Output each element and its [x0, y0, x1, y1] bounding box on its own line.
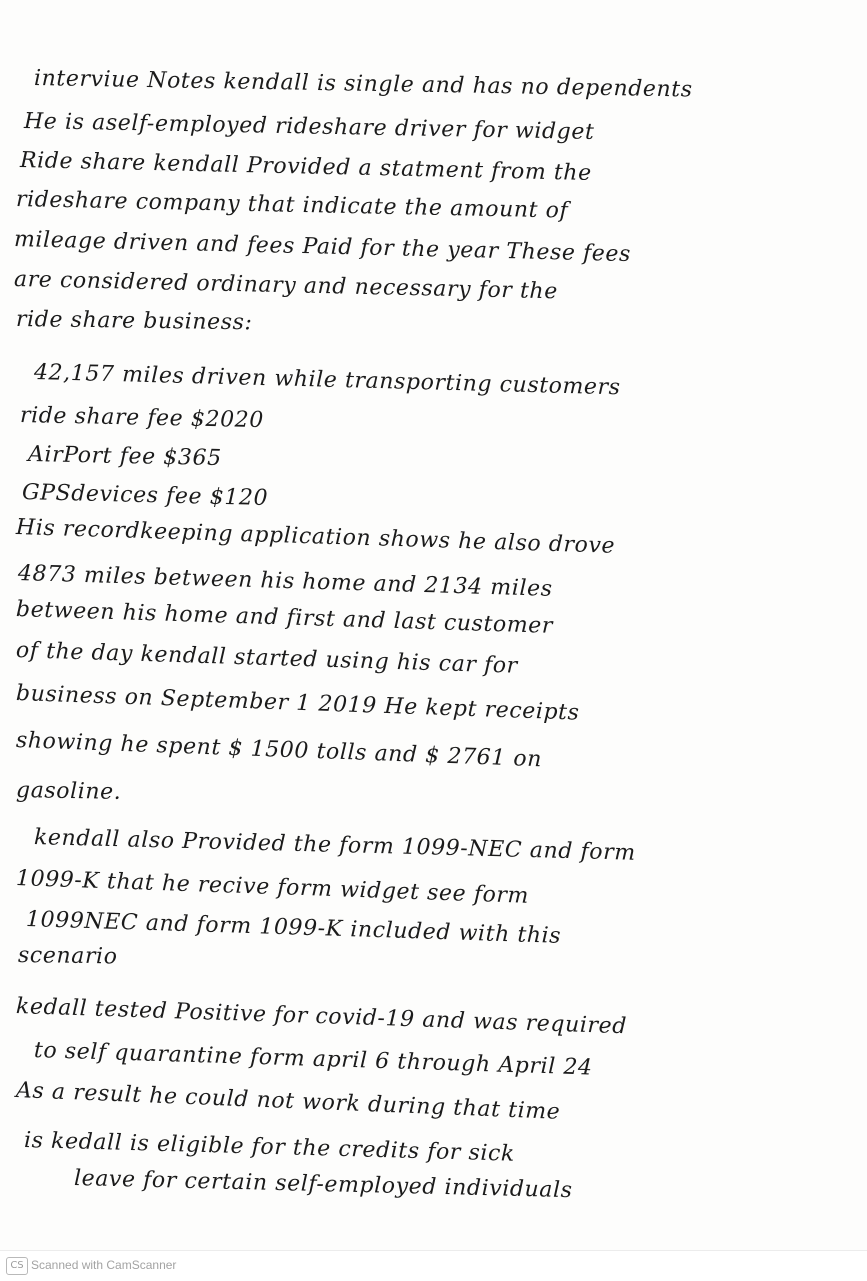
- note-line: mileage driven and fees Paid for the year These fees: [13, 227, 632, 268]
- note-line: gasoline.: [15, 778, 122, 805]
- note-line: 4873 miles between his home and 2134 miles: [17, 561, 553, 602]
- note-line: He is aself-employed rideshare driver for widget: [23, 109, 595, 145]
- note-line: showing he spent $ 1500 tolls and $ 2761 on: [15, 728, 543, 773]
- note-line: scenario: [17, 943, 118, 970]
- note-line: between his home and first and last customer: [15, 597, 554, 639]
- note-line: AirPort fee $365: [27, 442, 222, 472]
- note-line: 42,157 miles driven while transporting customers: [33, 360, 621, 401]
- note-line: kedall tested Positive for covid-19 and was required: [15, 994, 628, 1040]
- note-line: 1099NEC and form 1099-K included with this: [25, 907, 562, 949]
- scanner-footer: [0, 1250, 867, 1281]
- note-line: His recordkeeping application shows he also drove: [15, 515, 616, 559]
- handwritten-notes: [8, 0, 860, 1250]
- note-line: to self quarantine form april 6 through April 24: [33, 1038, 593, 1081]
- note-line: rideshare company that indicate the amount of: [15, 187, 569, 224]
- scanner-watermark: Scanned with CamScanner: [31, 1258, 177, 1272]
- note-line: kendall also Provided the form 1099-NEC and form: [33, 825, 637, 866]
- note-line: ride share business:: [15, 307, 253, 336]
- note-line: 1099-K that he recive form widget see form: [15, 866, 530, 909]
- note-line: Ride share kendall Provided a statment from the: [19, 148, 593, 186]
- note-line: business on September 1 2019 He kept receipts: [15, 681, 580, 726]
- note-line: is kedall is eligible for the credits for sick: [23, 1128, 516, 1167]
- note-line: leave for certain self-employed individuals: [73, 1166, 573, 1204]
- note-line: interviue Notes kendall is single and has no dependents: [33, 66, 693, 103]
- note-line: ride share fee $2020: [19, 403, 265, 434]
- note-line: GPSdevices fee $120: [21, 480, 269, 512]
- camscanner-logo-icon: CS: [6, 1257, 28, 1275]
- note-line: are considered ordinary and necessary for the: [13, 267, 559, 305]
- note-line: As a result he could not work during that time: [15, 1078, 561, 1125]
- note-line: of the day kendall started using his car for: [15, 638, 519, 679]
